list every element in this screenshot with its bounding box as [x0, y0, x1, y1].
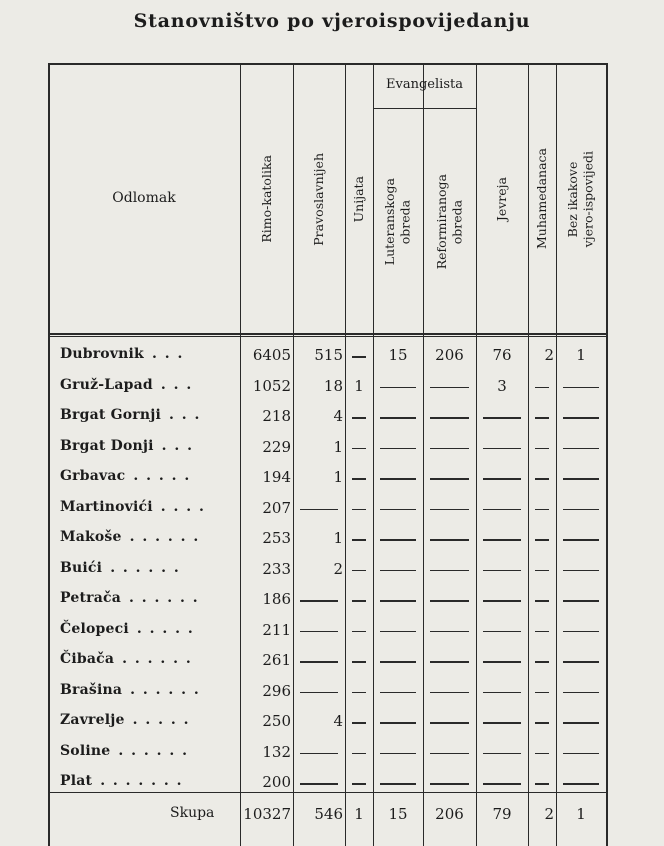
row-leader-dots: . . . [151, 346, 184, 362]
row-leader-dots: . . . . . . [129, 529, 200, 545]
row-value: 296 [262, 681, 291, 700]
dash-cell [380, 417, 416, 419]
row-leader-dots: . . . . . . [130, 681, 201, 698]
header-bottom-rule-2 [48, 336, 606, 337]
dash-cell [483, 509, 521, 511]
dash-cell [380, 509, 416, 511]
dash-cell [352, 753, 366, 755]
dash-cell [535, 783, 549, 785]
dash-cell [430, 478, 469, 480]
row-name: Petrača [60, 590, 121, 606]
dash-cell [380, 387, 416, 389]
total-value: 546 [314, 805, 343, 823]
dash-cell [352, 478, 366, 480]
row-name: Gruž-Lapad [60, 376, 153, 393]
row-value: 1 [354, 376, 364, 395]
row-value: 218 [262, 407, 291, 425]
dash-cell [535, 539, 549, 541]
dash-cell [430, 448, 469, 450]
dash-cell [352, 448, 366, 450]
row-leader-dots: . . . . . . [118, 742, 189, 759]
row-value: 3 [497, 376, 507, 395]
dash-cell [352, 692, 366, 694]
row-value: 253 [262, 529, 291, 547]
dash-cell [563, 722, 599, 724]
row-value: 229 [262, 437, 291, 456]
row-value: 1 [333, 468, 343, 486]
row-name: Soline [60, 742, 111, 759]
column-header-6 [528, 65, 556, 333]
dash-cell [430, 753, 469, 755]
row-value: 207 [262, 498, 291, 517]
row-value: 4 [333, 407, 343, 425]
row-leader-dots: . . . . [160, 498, 206, 515]
row-leader-dots: . . . . . . [122, 651, 193, 667]
dash-cell [535, 631, 549, 633]
dash-cell [535, 570, 549, 572]
table-left-rule [48, 63, 50, 846]
row-leader-dots: . . . [169, 407, 201, 423]
row-name: Brgat Donji [60, 437, 154, 454]
column-header-7 [556, 65, 606, 333]
column-header-label: Pravoslavnijeh [311, 152, 327, 246]
row-value: 211 [262, 620, 291, 639]
dash-cell [430, 692, 469, 694]
dash-cell [380, 448, 416, 450]
dash-cell [430, 387, 469, 389]
dash-cell [352, 356, 366, 358]
dash-cell [300, 661, 338, 663]
column-header-label: Reformiranoga obreda [433, 173, 465, 270]
dash-cell [300, 631, 338, 633]
total-value: 2 [544, 805, 554, 823]
row-value: 132 [262, 742, 291, 761]
row-leader-dots: . . . . . [132, 712, 190, 728]
row-value: 206 [435, 346, 464, 364]
dash-cell [380, 600, 416, 602]
total-value: 79 [492, 805, 512, 823]
dash-cell [352, 783, 366, 785]
column-header-3 [373, 110, 423, 333]
total-value: 206 [435, 805, 464, 823]
dash-cell [380, 478, 416, 480]
dash-cell [535, 600, 549, 602]
row-name: Čibača [60, 651, 115, 667]
dash-cell [563, 600, 599, 602]
row-value: 261 [262, 651, 291, 669]
dash-cell [563, 387, 599, 389]
dash-cell [535, 478, 549, 480]
row-value: 1 [333, 437, 343, 456]
row-value: 2 [333, 559, 343, 578]
dash-cell [300, 509, 338, 511]
row-value: 76 [492, 346, 512, 364]
total-rule [48, 792, 606, 793]
dash-cell [483, 692, 521, 694]
dash-cell [483, 783, 521, 785]
dash-cell [483, 722, 521, 724]
row-name: Brašina [60, 681, 123, 698]
column-header-label: Luteranskoga obreda [382, 177, 413, 266]
dash-cell [563, 448, 599, 450]
dash-cell [430, 539, 469, 541]
dash-cell [563, 417, 599, 419]
dash-cell [563, 661, 599, 663]
dash-cell [430, 722, 469, 724]
dash-cell [430, 509, 469, 511]
dash-cell [430, 417, 469, 419]
row-name: Dubrovnik [60, 346, 144, 362]
dash-cell [563, 692, 599, 694]
row-value: 15 [388, 346, 408, 364]
row-name: Plat [60, 773, 93, 789]
dash-cell [352, 417, 366, 419]
column-header-0 [240, 65, 293, 333]
row-leader-dots: . . . [161, 437, 194, 454]
dash-cell [563, 478, 599, 480]
dash-cell [535, 661, 549, 663]
dash-cell [535, 417, 549, 419]
row-value: 18 [323, 376, 343, 395]
dash-cell [352, 509, 366, 511]
dash-cell [563, 783, 599, 785]
row-leader-dots: . . . . . . [128, 590, 200, 606]
row-value: 4 [333, 712, 343, 730]
column-header-1 [293, 65, 345, 333]
row-name: Martinovići [60, 498, 153, 515]
dash-cell [430, 600, 469, 602]
row-leader-dots: . . . [160, 376, 193, 393]
row-leader-dots: . . . . . . . [100, 773, 184, 789]
dash-cell [483, 661, 521, 663]
total-value: 15 [388, 805, 408, 823]
dash-cell [483, 570, 521, 572]
dash-cell [380, 631, 416, 633]
table-right-rule [606, 63, 608, 846]
dash-cell [563, 570, 599, 572]
dash-cell [380, 692, 416, 694]
row-name: Buići [60, 559, 103, 576]
dash-cell [300, 753, 338, 755]
dash-cell [563, 509, 599, 511]
row-value: 194 [262, 468, 291, 486]
dash-cell [352, 631, 366, 633]
column-header-label: Bez ikakove vjero-ispovijedi [565, 150, 596, 248]
row-value: 186 [262, 590, 291, 608]
row-name: Grbavac [60, 468, 126, 484]
evangelista-group-header: Evangelista [386, 77, 463, 92]
total-value: 1 [576, 805, 586, 823]
total-value: 10327 [243, 805, 291, 823]
dash-cell [430, 783, 469, 785]
dash-cell [535, 722, 549, 724]
dash-cell [483, 448, 521, 450]
row-value: 250 [262, 712, 291, 730]
region-header: Odlomak [112, 190, 176, 206]
dash-cell [430, 570, 469, 572]
dash-cell [535, 753, 549, 755]
dash-cell [430, 631, 469, 633]
row-value: 1052 [252, 376, 291, 395]
column-header-5 [476, 65, 528, 333]
column-header-4 [423, 110, 476, 333]
row-value: 1 [576, 346, 586, 364]
row-value: 200 [262, 773, 291, 791]
total-label: Skupa [170, 805, 215, 821]
dash-cell [483, 539, 521, 541]
column-header-label: Jevreja [494, 176, 510, 222]
dash-cell [535, 387, 549, 389]
row-value: 6405 [252, 346, 291, 364]
dash-cell [563, 631, 599, 633]
dash-cell [352, 600, 366, 602]
dash-cell [563, 539, 599, 541]
row-leader-dots: . . . . . . [110, 559, 181, 576]
row-name: Čelopeci [60, 620, 129, 637]
dash-cell [380, 722, 416, 724]
row-leader-dots: . . . . . [136, 620, 195, 637]
dash-cell [380, 661, 416, 663]
dash-cell [352, 570, 366, 572]
evangelista-group-rule [373, 108, 476, 109]
row-name: Brgat Gornji [60, 407, 162, 423]
dash-cell [483, 478, 521, 480]
row-name: Makoše [60, 529, 122, 545]
dash-cell [352, 539, 366, 541]
column-header-label: Muhamedanaca [534, 148, 550, 250]
dash-cell [535, 692, 549, 694]
dash-cell [483, 631, 521, 633]
dash-cell [300, 692, 338, 694]
dash-cell [380, 753, 416, 755]
page-title: Stanovništvo po vjeroispovijedanju [133, 10, 531, 32]
row-value: 2 [544, 346, 554, 364]
dash-cell [380, 783, 416, 785]
dash-cell [300, 783, 338, 785]
dash-cell [352, 661, 366, 663]
row-leader-dots: . . . . . [133, 468, 191, 484]
dash-cell [563, 753, 599, 755]
dash-cell [535, 509, 549, 511]
dash-cell [380, 570, 416, 572]
row-value: 515 [314, 346, 343, 364]
header-bottom-rule [48, 333, 606, 335]
row-value: 1 [333, 529, 343, 547]
row-value: 233 [262, 559, 291, 578]
dash-cell [483, 753, 521, 755]
row-name: Zavrelje [60, 712, 125, 728]
dash-cell [300, 600, 338, 602]
column-header-2 [345, 65, 373, 333]
dash-cell [380, 539, 416, 541]
column-header-label: Rimo-katolika [258, 155, 274, 243]
dash-cell [483, 417, 521, 419]
dash-cell [352, 722, 366, 724]
column-header-label: Unijata [351, 175, 367, 223]
total-value: 1 [354, 805, 364, 823]
dash-cell [483, 600, 521, 602]
dash-cell [535, 448, 549, 450]
dash-cell [430, 661, 469, 663]
